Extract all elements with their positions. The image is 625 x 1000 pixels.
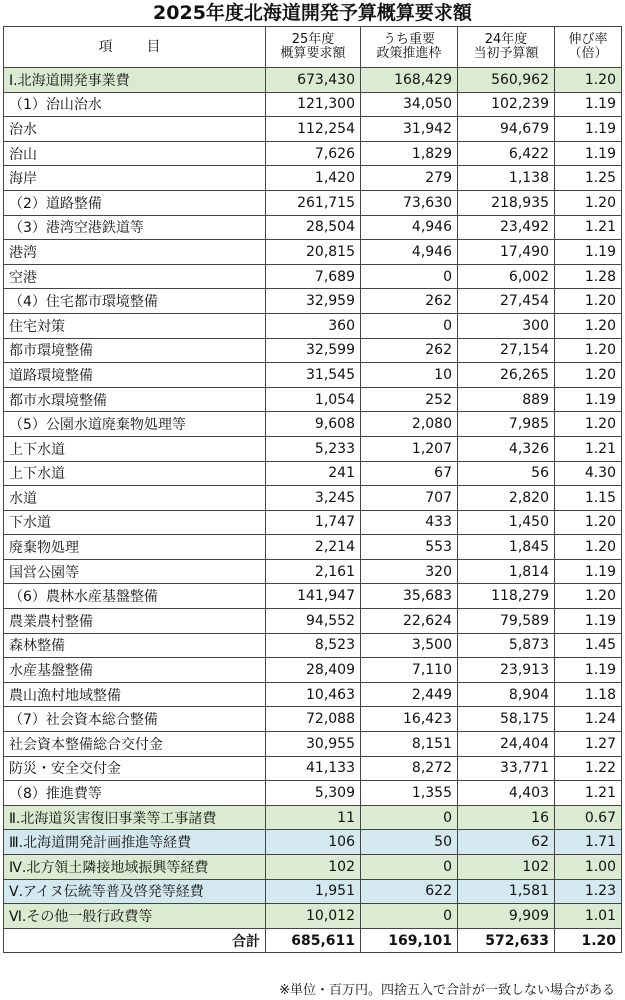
cell-growth-rate: 1.22 xyxy=(555,756,622,781)
cell-priority-frame: 0 xyxy=(361,313,458,338)
cell-priority-frame: 0 xyxy=(361,904,458,929)
cell-growth-rate: 1.19 xyxy=(555,609,622,634)
cell-priority-frame: 2,449 xyxy=(361,682,458,707)
cell-growth-rate: 1.71 xyxy=(555,830,622,855)
cell-fy25-request: 3,245 xyxy=(266,486,361,511)
cell-fy24-budget: 79,589 xyxy=(458,609,555,634)
cell-fy24-budget: 9,909 xyxy=(458,904,555,929)
cell-growth-rate: 4.30 xyxy=(555,461,622,486)
table-row xyxy=(4,338,622,363)
cell-priority-frame: 1,207 xyxy=(361,436,458,461)
row-label: 空港 xyxy=(4,264,266,289)
cell-growth-rate: 0.67 xyxy=(555,805,622,830)
cell-fy24-budget: 7,985 xyxy=(458,412,555,437)
row-label: 海岸 xyxy=(4,166,266,191)
cell-priority-frame: 1,355 xyxy=(361,781,458,806)
row-label: 農山漁村地域整備 xyxy=(4,682,266,707)
cell-fy24-budget: 4,403 xyxy=(458,781,555,806)
cell-priority-frame: 2,080 xyxy=(361,412,458,437)
table-row xyxy=(4,633,622,658)
cell-fy24-budget: 102,239 xyxy=(458,92,555,117)
cell-fy24-budget: 27,154 xyxy=(458,338,555,363)
table-row xyxy=(4,190,622,215)
cell-priority-frame: 22,624 xyxy=(361,609,458,634)
cell-fy25-request: 72,088 xyxy=(266,707,361,732)
cell-fy25-request: 28,504 xyxy=(266,215,361,240)
cell-growth-rate: 1.23 xyxy=(555,879,622,904)
cell-growth-rate: 1.19 xyxy=(555,240,622,265)
cell-fy25-request: 10,012 xyxy=(266,904,361,929)
cell-growth-rate: 1.24 xyxy=(555,707,622,732)
cell-growth-rate: 1.19 xyxy=(555,387,622,412)
cell-fy24-budget: 24,404 xyxy=(458,732,555,757)
table-header-row xyxy=(4,27,622,68)
cell-growth-rate: 1.20 xyxy=(555,338,622,363)
row-label: （4）住宅都市環境整備 xyxy=(4,289,266,314)
table-row xyxy=(4,805,622,830)
table-row xyxy=(4,68,622,93)
table-row xyxy=(4,732,622,757)
cell-priority-frame: 1,829 xyxy=(361,141,458,166)
table-row xyxy=(4,461,622,486)
total-label: 合計 xyxy=(4,928,266,953)
cell-priority-frame: 50 xyxy=(361,830,458,855)
cell-priority-frame: 707 xyxy=(361,486,458,511)
budget-table xyxy=(3,26,622,953)
table-row xyxy=(4,313,622,338)
table-row xyxy=(4,510,622,535)
cell-growth-rate: 1.25 xyxy=(555,166,622,191)
table-row xyxy=(4,166,622,191)
table-row xyxy=(4,682,622,707)
row-label: 防災・安全交付金 xyxy=(4,756,266,781)
cell-fy24-budget: 23,492 xyxy=(458,215,555,240)
cell-priority-frame: 4,946 xyxy=(361,215,458,240)
table-row xyxy=(4,92,622,117)
cell-priority-frame: 433 xyxy=(361,510,458,535)
cell-fy25-request: 7,626 xyxy=(266,141,361,166)
cell-priority-frame: 8,272 xyxy=(361,756,458,781)
row-label: Ⅲ.北海道開発計画推進等経費 xyxy=(4,830,266,855)
table-row xyxy=(4,781,622,806)
row-label: 道路環境整備 xyxy=(4,363,266,388)
cell-fy24-budget: 2,820 xyxy=(458,486,555,511)
cell-fy25-request: 32,599 xyxy=(266,338,361,363)
row-label: Ⅳ.北方領土隣接地域振興等経費 xyxy=(4,855,266,880)
cell-growth-rate: 1.18 xyxy=(555,682,622,707)
table-row xyxy=(4,707,622,732)
header-fy25-request: 25年度 概算要求額 xyxy=(266,27,361,68)
cell-growth-rate: 1.01 xyxy=(555,904,622,929)
cell-priority-frame: 35,683 xyxy=(361,584,458,609)
table-row xyxy=(4,830,622,855)
cell-growth-rate: 1.45 xyxy=(555,633,622,658)
cell-priority-frame: 67 xyxy=(361,461,458,486)
cell-fy25-request: 2,214 xyxy=(266,535,361,560)
row-label: 下水道 xyxy=(4,510,266,535)
cell-growth-rate: 1.19 xyxy=(555,559,622,584)
row-label: Ⅴ.アイヌ伝統等普及啓発等経費 xyxy=(4,879,266,904)
row-label: （7）社会資本総合整備 xyxy=(4,707,266,732)
total-growth-rate: 1.20 xyxy=(555,928,622,953)
cell-fy24-budget: 1,450 xyxy=(458,510,555,535)
cell-priority-frame: 0 xyxy=(361,855,458,880)
cell-fy25-request: 106 xyxy=(266,830,361,855)
cell-fy25-request: 41,133 xyxy=(266,756,361,781)
cell-fy24-budget: 6,422 xyxy=(458,141,555,166)
header-priority-frame: うち重要 政策推進枠 xyxy=(361,27,458,68)
cell-priority-frame: 0 xyxy=(361,805,458,830)
cell-priority-frame: 8,151 xyxy=(361,732,458,757)
cell-fy24-budget: 23,913 xyxy=(458,658,555,683)
table-row xyxy=(4,535,622,560)
cell-growth-rate: 1.20 xyxy=(555,68,622,93)
row-label: （1）治山治水 xyxy=(4,92,266,117)
table-row xyxy=(4,904,622,929)
cell-priority-frame: 10 xyxy=(361,363,458,388)
cell-fy24-budget: 1,581 xyxy=(458,879,555,904)
cell-priority-frame: 7,110 xyxy=(361,658,458,683)
row-label: 水産基盤整備 xyxy=(4,658,266,683)
table-row xyxy=(4,879,622,904)
cell-priority-frame: 553 xyxy=(361,535,458,560)
cell-fy24-budget: 58,175 xyxy=(458,707,555,732)
cell-fy25-request: 1,747 xyxy=(266,510,361,535)
cell-priority-frame: 34,050 xyxy=(361,92,458,117)
cell-growth-rate: 1.19 xyxy=(555,141,622,166)
row-label: 治山 xyxy=(4,141,266,166)
table-row xyxy=(4,486,622,511)
cell-fy25-request: 1,951 xyxy=(266,879,361,904)
total-row xyxy=(4,928,622,953)
row-label: （2）道路整備 xyxy=(4,190,266,215)
cell-priority-frame: 73,630 xyxy=(361,190,458,215)
cell-priority-frame: 3,500 xyxy=(361,633,458,658)
cell-fy25-request: 94,552 xyxy=(266,609,361,634)
row-label: 港湾 xyxy=(4,240,266,265)
cell-growth-rate: 1.21 xyxy=(555,215,622,240)
row-label: （6）農林水産基盤整備 xyxy=(4,584,266,609)
cell-fy24-budget: 118,279 xyxy=(458,584,555,609)
cell-priority-frame: 622 xyxy=(361,879,458,904)
cell-fy25-request: 141,947 xyxy=(266,584,361,609)
cell-priority-frame: 262 xyxy=(361,289,458,314)
cell-priority-frame: 279 xyxy=(361,166,458,191)
cell-fy24-budget: 4,326 xyxy=(458,436,555,461)
table-row xyxy=(4,584,622,609)
cell-fy25-request: 1,420 xyxy=(266,166,361,191)
cell-fy24-budget: 6,002 xyxy=(458,264,555,289)
cell-fy25-request: 11 xyxy=(266,805,361,830)
cell-fy25-request: 1,054 xyxy=(266,387,361,412)
cell-growth-rate: 1.20 xyxy=(555,412,622,437)
cell-growth-rate: 1.19 xyxy=(555,658,622,683)
cell-fy24-budget: 17,490 xyxy=(458,240,555,265)
table-row xyxy=(4,412,622,437)
cell-priority-frame: 262 xyxy=(361,338,458,363)
cell-growth-rate: 1.19 xyxy=(555,117,622,142)
row-label: 農業農村整備 xyxy=(4,609,266,634)
table-row xyxy=(4,363,622,388)
cell-fy25-request: 360 xyxy=(266,313,361,338)
cell-growth-rate: 1.00 xyxy=(555,855,622,880)
table-row xyxy=(4,289,622,314)
cell-growth-rate: 1.19 xyxy=(555,92,622,117)
row-label: 住宅対策 xyxy=(4,313,266,338)
cell-fy25-request: 673,430 xyxy=(266,68,361,93)
cell-fy25-request: 8,523 xyxy=(266,633,361,658)
cell-fy24-budget: 94,679 xyxy=(458,117,555,142)
cell-fy24-budget: 33,771 xyxy=(458,756,555,781)
cell-fy25-request: 5,309 xyxy=(266,781,361,806)
table-row xyxy=(4,264,622,289)
footnote: ※単位・百万円。四捨五入で合計が一致しない場合がある xyxy=(279,983,615,998)
cell-fy24-budget: 1,814 xyxy=(458,559,555,584)
cell-growth-rate: 1.28 xyxy=(555,264,622,289)
table-row xyxy=(4,117,622,142)
header-fy24-budget: 24年度 当初予算額 xyxy=(458,27,555,68)
cell-fy24-budget: 102 xyxy=(458,855,555,880)
cell-growth-rate: 1.21 xyxy=(555,436,622,461)
cell-growth-rate: 1.21 xyxy=(555,781,622,806)
row-label: 森林整備 xyxy=(4,633,266,658)
cell-fy25-request: 30,955 xyxy=(266,732,361,757)
table-row xyxy=(4,240,622,265)
table-row xyxy=(4,215,622,240)
cell-fy25-request: 121,300 xyxy=(266,92,361,117)
table-row xyxy=(4,658,622,683)
table-row xyxy=(4,436,622,461)
row-label: Ⅰ.北海道開発事業費 xyxy=(4,68,266,93)
cell-fy24-budget: 560,962 xyxy=(458,68,555,93)
cell-fy25-request: 28,409 xyxy=(266,658,361,683)
cell-priority-frame: 0 xyxy=(361,264,458,289)
cell-fy24-budget: 1,138 xyxy=(458,166,555,191)
cell-growth-rate: 1.20 xyxy=(555,535,622,560)
row-label: 国営公園等 xyxy=(4,559,266,584)
cell-fy24-budget: 889 xyxy=(458,387,555,412)
cell-fy24-budget: 62 xyxy=(458,830,555,855)
cell-priority-frame: 4,946 xyxy=(361,240,458,265)
cell-growth-rate: 1.15 xyxy=(555,486,622,511)
cell-growth-rate: 1.20 xyxy=(555,289,622,314)
cell-fy25-request: 102 xyxy=(266,855,361,880)
cell-growth-rate: 1.20 xyxy=(555,363,622,388)
cell-fy25-request: 9,608 xyxy=(266,412,361,437)
cell-fy24-budget: 1,845 xyxy=(458,535,555,560)
row-label: 上下水道 xyxy=(4,461,266,486)
row-label: 廃棄物処理 xyxy=(4,535,266,560)
cell-growth-rate: 1.27 xyxy=(555,732,622,757)
cell-priority-frame: 16,423 xyxy=(361,707,458,732)
cell-priority-frame: 31,942 xyxy=(361,117,458,142)
cell-fy24-budget: 300 xyxy=(458,313,555,338)
table-row xyxy=(4,609,622,634)
cell-fy24-budget: 16 xyxy=(458,805,555,830)
cell-fy24-budget: 8,904 xyxy=(458,682,555,707)
row-label: （5）公園水道廃棄物処理等 xyxy=(4,412,266,437)
cell-priority-frame: 252 xyxy=(361,387,458,412)
cell-fy24-budget: 26,265 xyxy=(458,363,555,388)
cell-fy25-request: 112,254 xyxy=(266,117,361,142)
cell-fy25-request: 31,545 xyxy=(266,363,361,388)
cell-fy25-request: 32,959 xyxy=(266,289,361,314)
cell-fy25-request: 241 xyxy=(266,461,361,486)
cell-priority-frame: 320 xyxy=(361,559,458,584)
cell-growth-rate: 1.20 xyxy=(555,313,622,338)
row-label: 上下水道 xyxy=(4,436,266,461)
page-title: 2025年度北海道開発予算概算要求額 xyxy=(153,2,472,24)
table-row xyxy=(4,855,622,880)
cell-fy24-budget: 5,873 xyxy=(458,633,555,658)
cell-fy24-budget: 218,935 xyxy=(458,190,555,215)
row-label: 社会資本整備総合交付金 xyxy=(4,732,266,757)
row-label: 都市環境整備 xyxy=(4,338,266,363)
total-fy24-budget: 572,633 xyxy=(458,928,555,953)
cell-growth-rate: 1.20 xyxy=(555,510,622,535)
cell-fy25-request: 5,233 xyxy=(266,436,361,461)
row-label: 都市水環境整備 xyxy=(4,387,266,412)
table-row xyxy=(4,559,622,584)
row-label: Ⅵ.その他一般行政費等 xyxy=(4,904,266,929)
total-priority-frame: 169,101 xyxy=(361,928,458,953)
cell-priority-frame: 168,429 xyxy=(361,68,458,93)
header-growth-rate: 伸び率 （倍） xyxy=(555,27,622,68)
cell-fy25-request: 7,689 xyxy=(266,264,361,289)
cell-fy25-request: 261,715 xyxy=(266,190,361,215)
table-row xyxy=(4,141,622,166)
total-fy25-request: 685,611 xyxy=(266,928,361,953)
cell-fy25-request: 10,463 xyxy=(266,682,361,707)
cell-growth-rate: 1.20 xyxy=(555,190,622,215)
table-row xyxy=(4,756,622,781)
cell-fy25-request: 20,815 xyxy=(266,240,361,265)
table-row xyxy=(4,387,622,412)
row-label: 治水 xyxy=(4,117,266,142)
row-label: （3）港湾空港鉄道等 xyxy=(4,215,266,240)
cell-fy24-budget: 56 xyxy=(458,461,555,486)
row-label: Ⅱ.北海道災害復旧事業等工事諸費 xyxy=(4,805,266,830)
cell-growth-rate: 1.20 xyxy=(555,584,622,609)
cell-fy25-request: 2,161 xyxy=(266,559,361,584)
row-label: 水道 xyxy=(4,486,266,511)
header-item: 項 目 xyxy=(4,27,266,68)
cell-fy24-budget: 27,454 xyxy=(458,289,555,314)
row-label: （8）推進費等 xyxy=(4,781,266,806)
